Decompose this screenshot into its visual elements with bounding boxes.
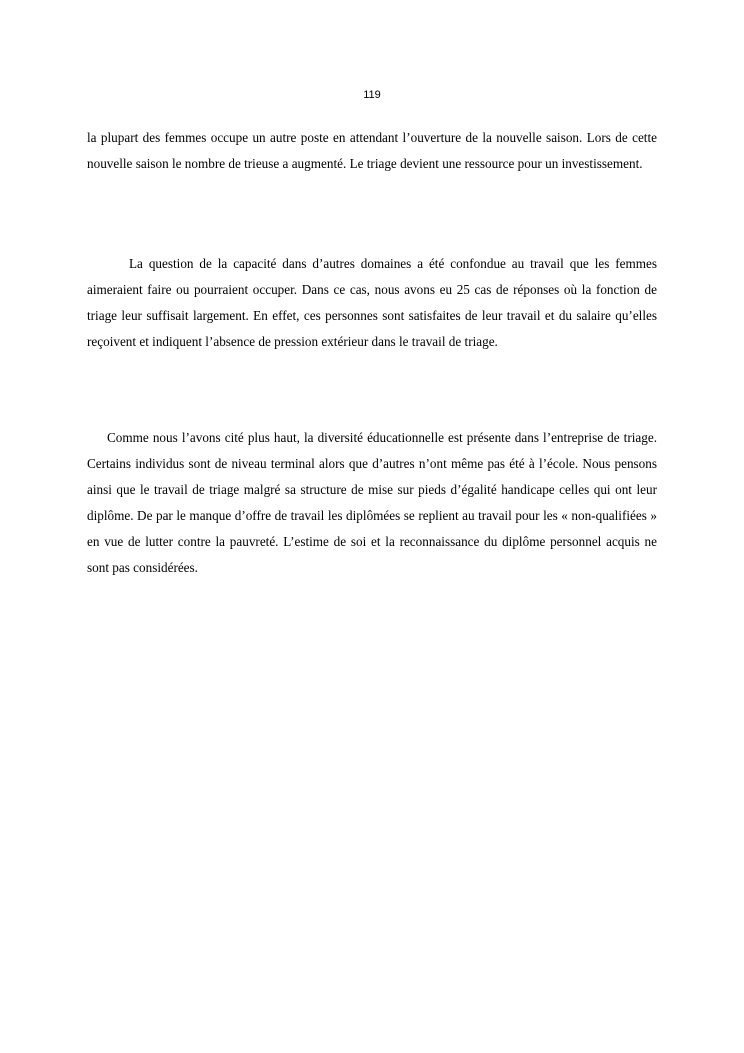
paragraph-2: La question de la capacité dans d’autres domaines a été confondue au travail que les femmes aimeraient faire ou pourraient occuper. Dans ce cas, nous avons eu 25 cas de réponses où la fonction de triage leur suffisait largement. En effet, ces personnes sont satisfaites de leur travail et du salaire qu’elles reçoivent et indiquent l’absence de pression extérieur dans le travail de triage. (87, 256, 657, 349)
page-number: 119 (363, 89, 381, 101)
paragraph-3: Comme nous l’avons cité plus haut, la diversité éducationnelle est présente dans l’entreprise de triage. Certains individus sont de niveau terminal alors que d’autres n’ont même pas été à l’école. Nous pensons ainsi que le travail de triage malgré sa structure de mise sur pieds d’égalité handicape celles qui ont leur diplôme. De par le manque d’offre de travail les diplômées se replient au travail pour les « non-qualifiées » en vue de lutter contre la pauvreté. L’estime de soi et la reconnaissance du diplôme personnel acquis ne sont pas considérées. (87, 430, 657, 575)
paragraph-1: la plupart des femmes occupe un autre poste en attendant l’ouverture de la nouvelle saison. Lors de cette nouvelle saison le nombre de trieuse a augmenté. Le triage devient une ressource pour un investissement. (87, 130, 657, 171)
